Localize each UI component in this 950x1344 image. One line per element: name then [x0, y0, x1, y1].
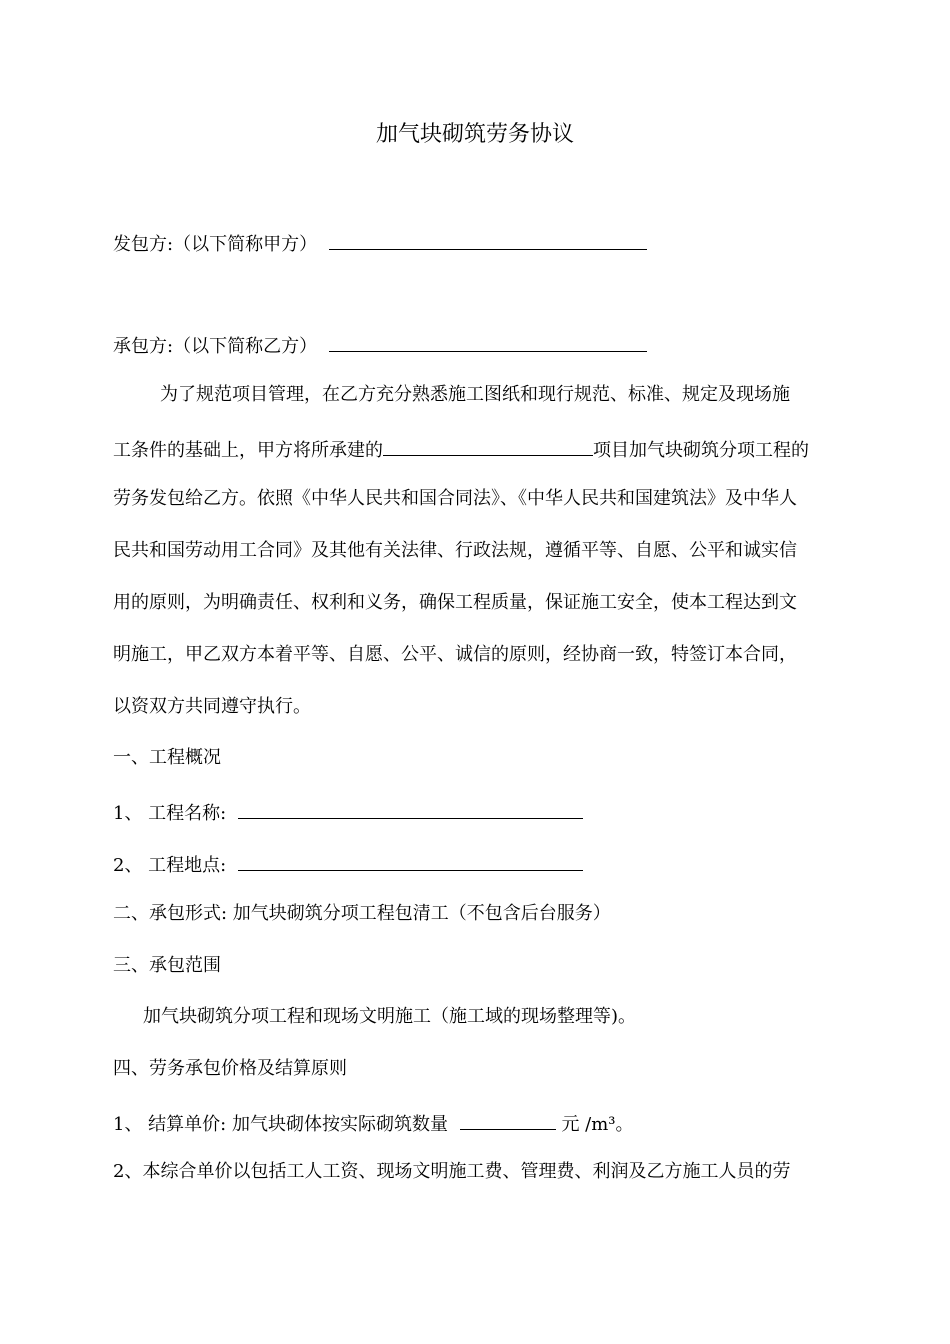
intro-line-2: [113, 435, 809, 463]
section-3-body: 加气块砌筑分项工程和现场文明施工（施工域的现场整理等)。: [143, 1006, 637, 1027]
section-2-line: 二、承包形式: 加气块砌筑分项工程包清工（不包含后台服务）: [113, 903, 611, 924]
unit-price-unit: 元 /m³。: [561, 1114, 634, 1135]
project-location-line: [113, 850, 583, 878]
project-location-blank: [238, 850, 583, 871]
party-a-blank: [329, 229, 647, 250]
intro-line-2-before: 工条件的基础上，甲方将所承建的: [113, 440, 383, 461]
section-4-heading: 四、劳务承包价格及结算原则: [113, 1058, 347, 1079]
intro-line-2-after: 项目加气块砌筑分项工程的: [593, 440, 809, 461]
party-b-label: 承包方:（以下简称乙方）: [113, 336, 318, 357]
project-name-blank: [383, 435, 593, 456]
unit-price-blank: [460, 1109, 556, 1130]
section-4-item-2: 2、本综合单价以包括工人工资、现场文明施工费、管理费、利润及乙方施工人员的劳: [113, 1161, 791, 1182]
intro-line-3: 劳务发包给乙方。依照《中华人民共和国合同法》、《中华人民共和国建筑法》及中华人: [113, 488, 797, 509]
party-a-label: 发包方:（以下简称甲方）: [113, 234, 318, 255]
party-b-line: [113, 331, 647, 359]
intro-line-7: 以资双方共同遵守执行。: [113, 696, 311, 717]
document-title: 加气块砌筑劳务协议: [375, 122, 574, 147]
project-name-label: 1、 工程名称:: [113, 803, 227, 824]
section-3-heading: 三、承包范围: [113, 955, 221, 976]
intro-line-1: 为了规范项目管理，在乙方充分熟悉施工图纸和现行规范、标准、规定及现场施: [160, 384, 790, 405]
intro-line-5: 用的原则，为明确责任、权利和义务，确保工程质量，保证施工安全，使本工程达到文: [113, 592, 797, 613]
section-1-heading: 一、工程概况: [113, 747, 221, 768]
party-b-blank: [329, 331, 647, 352]
party-a-line: [113, 229, 647, 257]
project-name-field-blank: [238, 798, 583, 819]
project-name-line: [113, 798, 583, 826]
intro-line-4: 民共和国劳动用工合同》及其他有关法律、行政法规，遵循平等、自愿、公平和诚实信: [113, 540, 797, 561]
unit-price-line: [113, 1109, 634, 1137]
project-location-label: 2、 工程地点:: [113, 855, 227, 876]
intro-line-6: 明施工，甲乙双方本着平等、自愿、公平、诚信的原则，经协商一致，特签订本合同，: [113, 644, 797, 665]
unit-price-label: 1、 结算单价: 加气块砌体按实际砌筑数量: [113, 1114, 448, 1135]
